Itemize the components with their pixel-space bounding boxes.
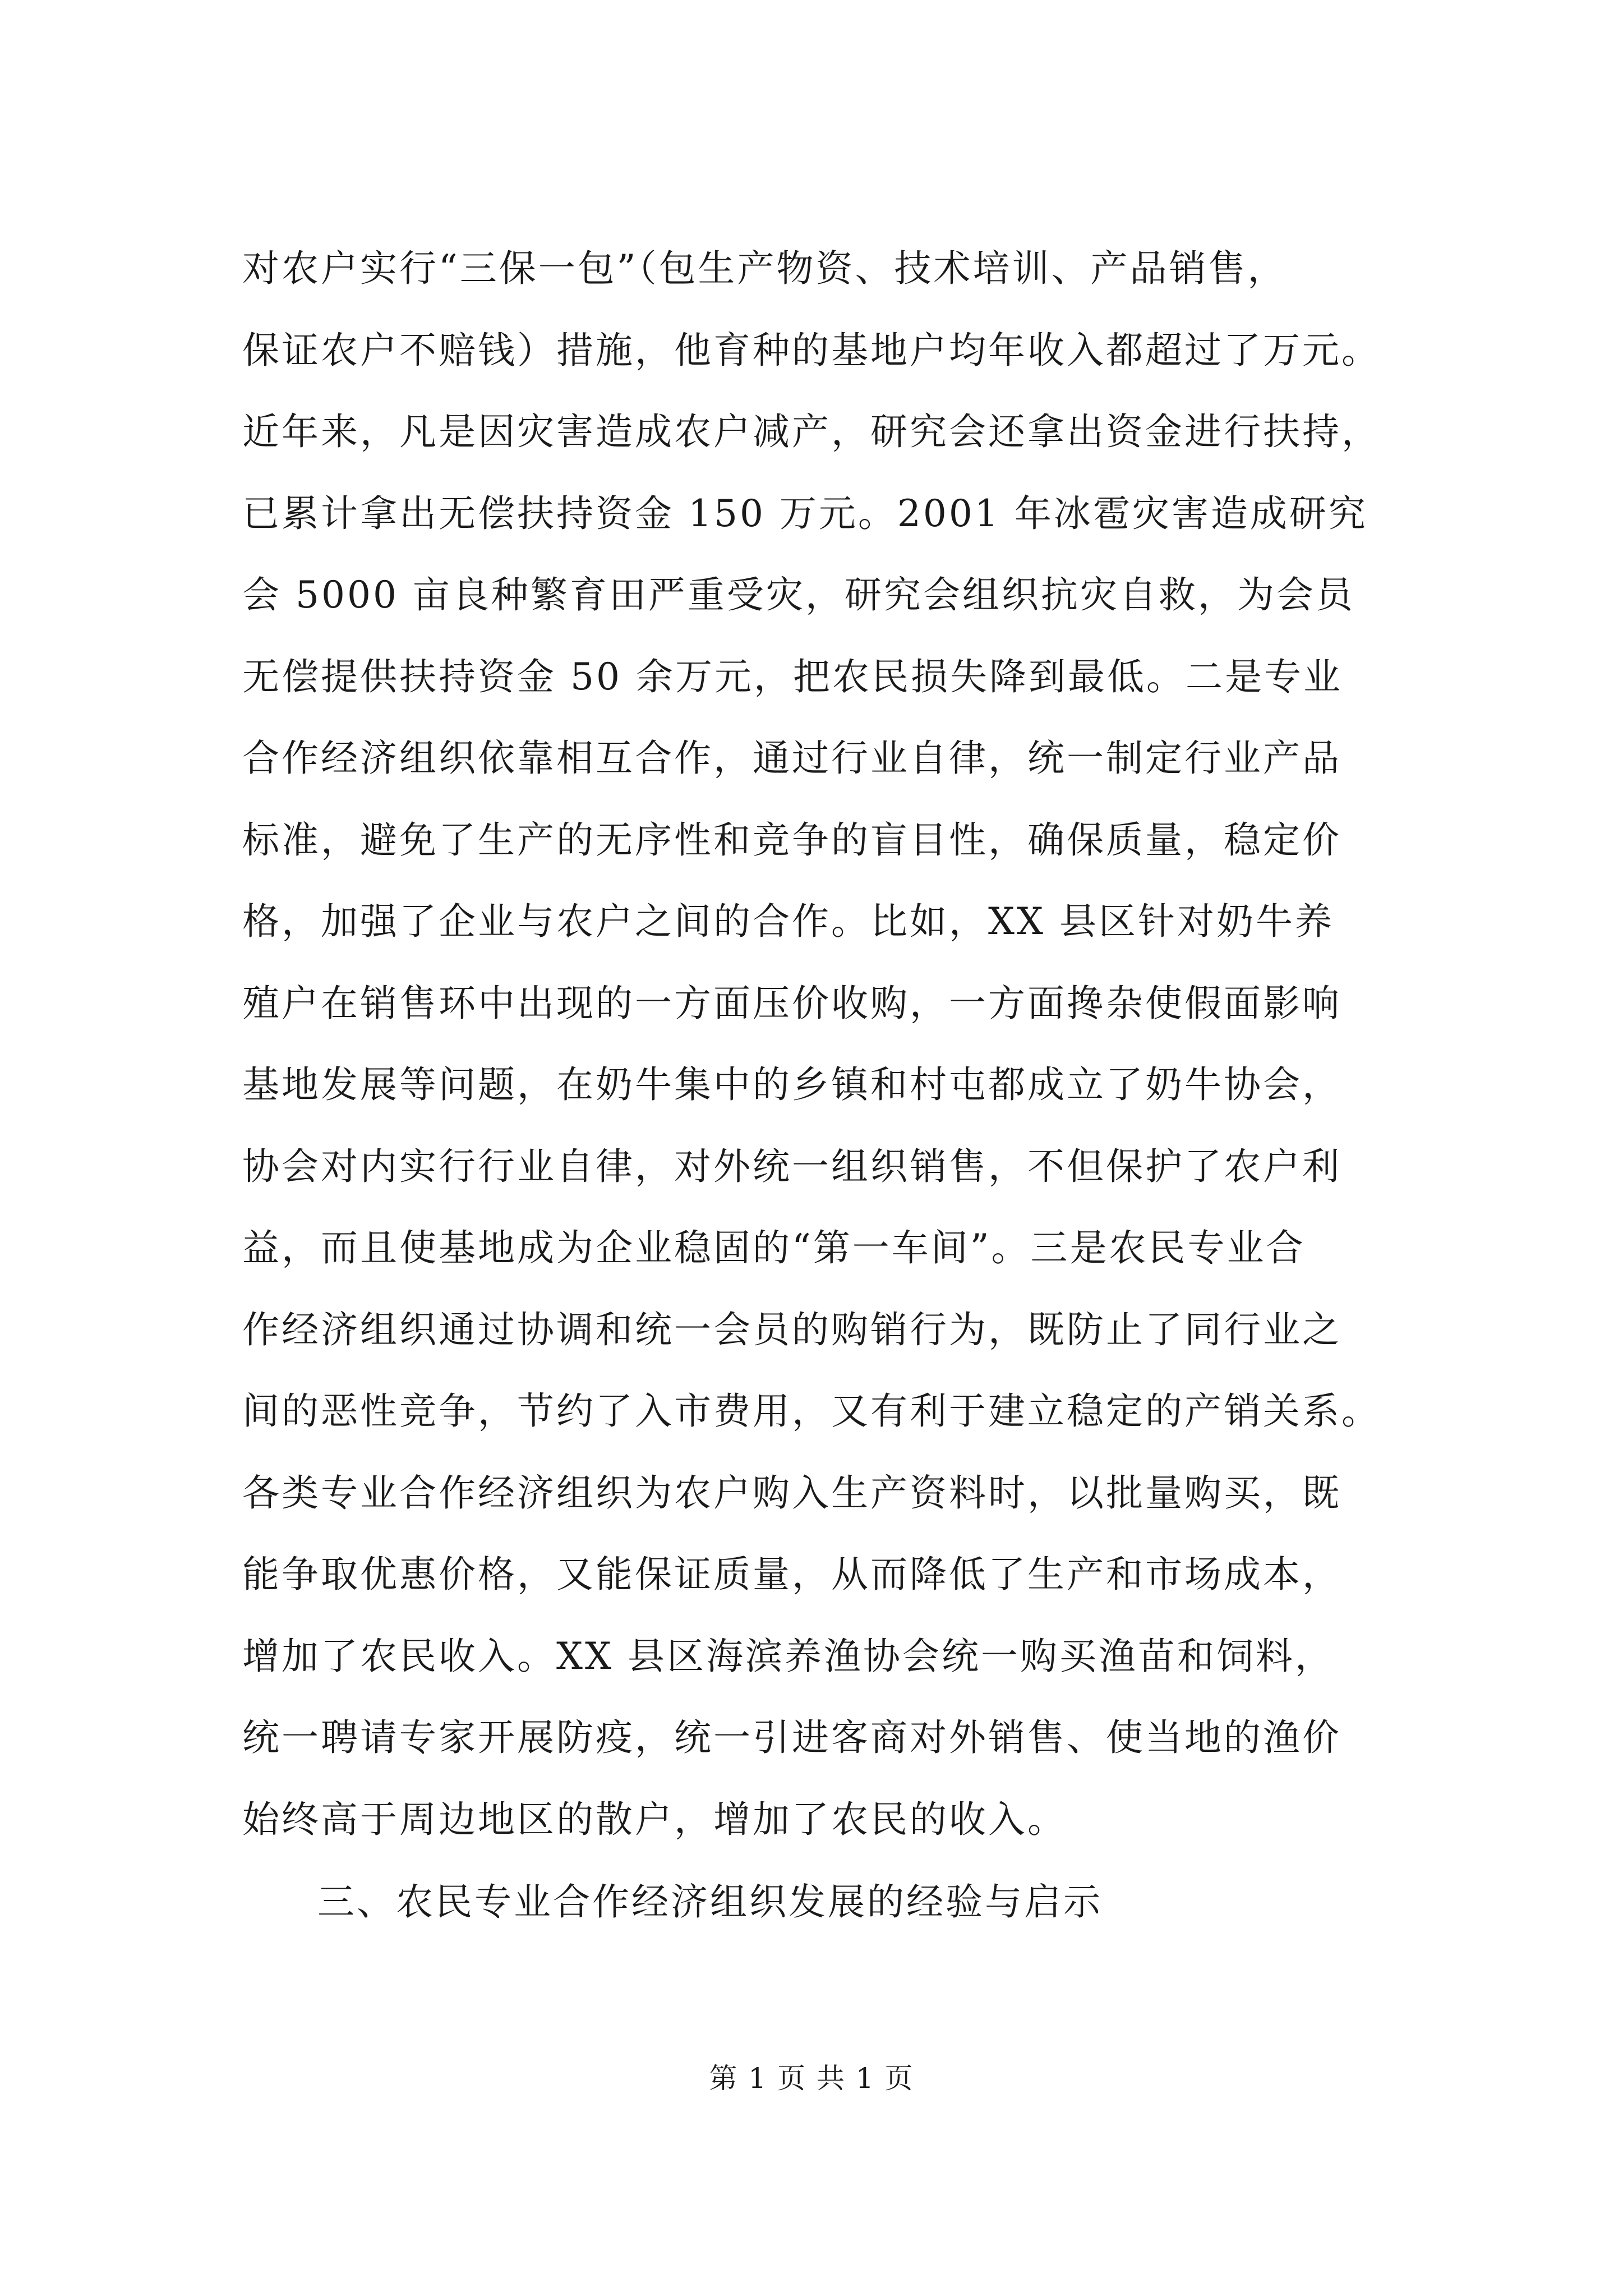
body-line: 对农户实行“三保一包”（包生产物资、技术培训、产品销售， [242,247,1287,290]
body-line: 益，而且使基地成为企业稳固的“第一车间”。三是农民专业合 [242,1226,1306,1269]
page-number-footer: 第 1 页 共 1 页 [709,2062,914,2095]
body-line: 会 5000 亩良种繁育田严重受灾，研究会组织抗灾自救，为会员 [242,573,1355,616]
body-line: 格，加强了企业与农户之间的合作。比如，XX 县区针对奶牛养 [242,900,1334,943]
body-line: 协会对内实行行业自律，对外统一组织销售，不但保护了农户利 [242,1145,1341,1188]
body-line: 统一聘请专家开展防疫，统一引进客商对外销售、使当地的渔价 [242,1716,1341,1759]
body-line: 各类专业合作经济组织为农户购入生产资料时，以批量购买，既 [242,1471,1341,1515]
section-heading: 三、农民专业合作经济组织发展的经验与启示 [317,1880,1103,1924]
body-line: 始终高于周边地区的散户，增加了农民的收入。 [242,1798,1067,1841]
body-line: 已累计拿出无偿扶持资金 150 万元。2001 年冰雹灾害造成研究 [242,492,1368,535]
body-line: 增加了农民收入。XX 县区海滨养渔协会统一购买渔苗和饲料， [242,1635,1334,1678]
body-line: 殖户在销售环中出现的一方面压价收购，一方面搀杂使假面影响 [242,982,1341,1025]
body-line: 间的恶性竞争，节约了入市费用，又有利于建立稳定的产销关系。 [242,1389,1381,1433]
body-line: 作经济组织通过协调和统一会员的购销行为，既防止了同行业之 [242,1308,1341,1351]
body-line: 保证农户不赔钱）措施，他育种的基地户均年收入都超过了万元。 [242,329,1381,372]
body-line: 标准，避免了生产的无序性和竞争的盲目性，确保质量，稳定价 [242,818,1341,862]
body-line: 基地发展等问题，在奶牛集中的乡镇和村屯都成立了奶牛协会， [242,1063,1341,1106]
body-line: 能争取优惠价格，又能保证质量，从而降低了生产和市场成本， [242,1553,1341,1596]
body-line: 近年来，凡是因灾害造成农户减产，研究会还拿出资金进行扶持， [242,410,1381,453]
body-line: 合作经济组织依靠相互合作，通过行业自律，统一制定行业产品 [242,737,1341,780]
body-line: 无偿提供扶持资金 50 余万元，把农民损失降到最低。二是专业 [242,655,1343,698]
